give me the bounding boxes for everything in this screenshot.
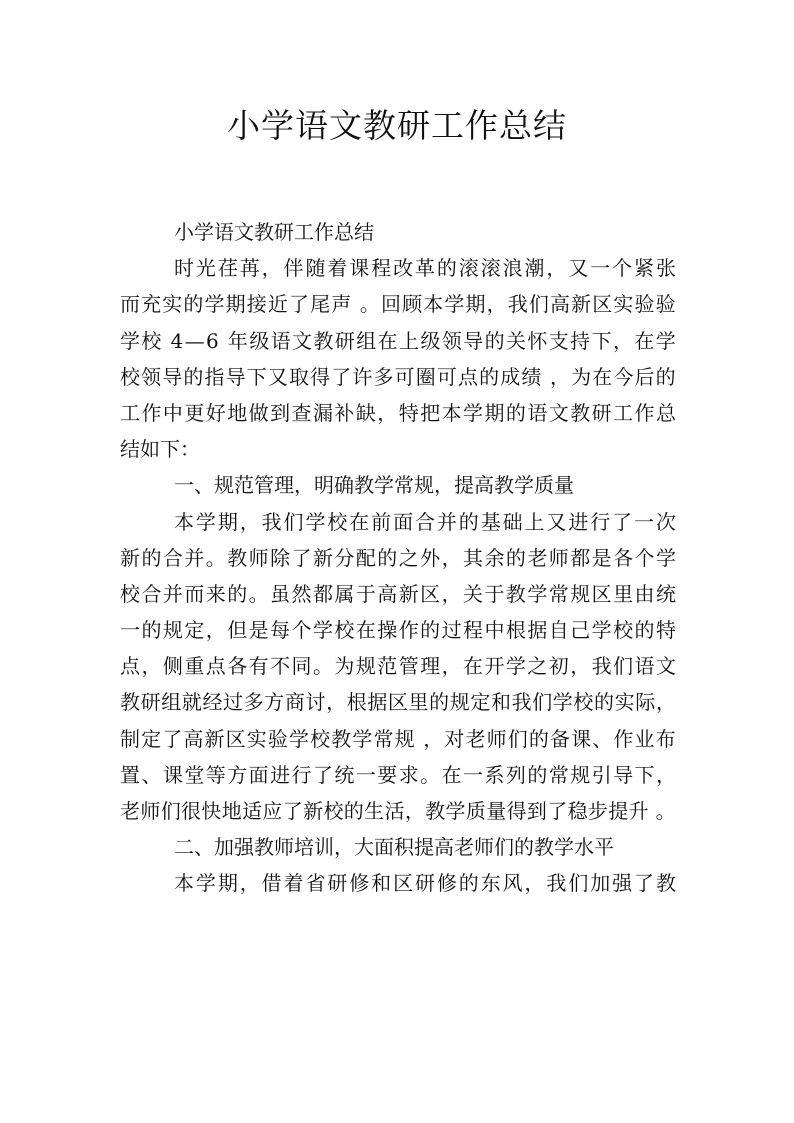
text-line: 一 、 规 范 管 理 ， 明 确 教 学 常 规 ， 提 高 教 学 质 量 (174, 473, 574, 498)
text-line: 工 作 中 更 好 地 做 到 查 漏 补 缺 ， 特 把 本 学 期 的 语 文 教 研 工 作 总 (120, 400, 676, 425)
text-line: 校 合 并 而 来 的 。 虽 然 都 属 于 高 新 区 ， 关 于 教 学 常 规 区 里 由 统 (120, 581, 676, 606)
text-line: 点 ， 侧 重 点 各 有 不 同 。 为 规 范 管 理 ， 在 开 学 之 初 ， 我 们 语 文 (120, 654, 676, 679)
text-line: 置 、 课 堂 等 方 面 进 行 了 统 一 要 求 。 在 一 系 列 的 常 规 引 导 下 ， (120, 762, 676, 787)
text-line: 而 充 实 的 学 期 接 近 了 尾 声 。 回 顾 本 学 期 ， 我 们 高 新 区 实 验 验 (120, 292, 676, 317)
document-title: 小学语文教研工作总结 (227, 106, 567, 145)
text-line: 小 学 语 文 教 研 工 作 总 结 (174, 220, 374, 244)
text-line: 教 研 组 就 经 过 多 方 商 讨 ， 根 据 区 里 的 规 定 和 我 们 学 校 的 实 际 ， (120, 690, 676, 715)
text-line: 结 如 下 ： (120, 437, 200, 462)
text-line: 新 的 合 并 。 教 师 除 了 新 分 配 的 之 外 ， 其 余 的 老 师 都 是 各 个 学 (120, 545, 676, 570)
text-line: 二 、 加 强 教 师 培 训 ， 大 面 积 提 高 老 师 们 的 教 学 水 平 (174, 835, 614, 860)
document-body (120, 214, 676, 902)
text-line: 本 学 期 ， 借 着 省 研 修 和 区 研 修 的 东 风 ， 我 们 加 强 了 教 (174, 871, 676, 896)
text-line: 时 光 荏 苒 ， 伴 随 着 课 程 改 革 的 滚 滚 浪 潮 ， 又 一 个 紧 张 (174, 256, 676, 281)
text-line: 老 师 们 很 快 地 适 应 了 新 校 的 生 活 ， 教 学 质 量 得 到 了 稳 步 提 升 。 (120, 799, 676, 823)
text-line: 校 领 导 的 指 导 下 又 取 得 了 许 多 可 圈 可 点 的 成 绩 ， 为 在 今 后 的 (120, 364, 676, 389)
text-line: 一 的 规 定 ， 但 是 每 个 学 校 在 操 作 的 过 程 中 根 据 自 己 学 校 的 特 (120, 618, 676, 643)
text-line: 学 校 4 — 6 年 级 语 文 教 研 组 在 上 级 领 导 的 关 怀 支 持 下 ， 在 学 (120, 328, 676, 353)
text-line: 本 学 期 ， 我 们 学 校 在 前 面 合 并 的 基 础 上 又 进 行 了 一 次 (174, 509, 676, 534)
text-line: 制 定 了 高 新 区 实 验 学 校 教 学 常 规 ， 对 老 师 们 的 备 课 、 作 业 布 (120, 726, 676, 751)
